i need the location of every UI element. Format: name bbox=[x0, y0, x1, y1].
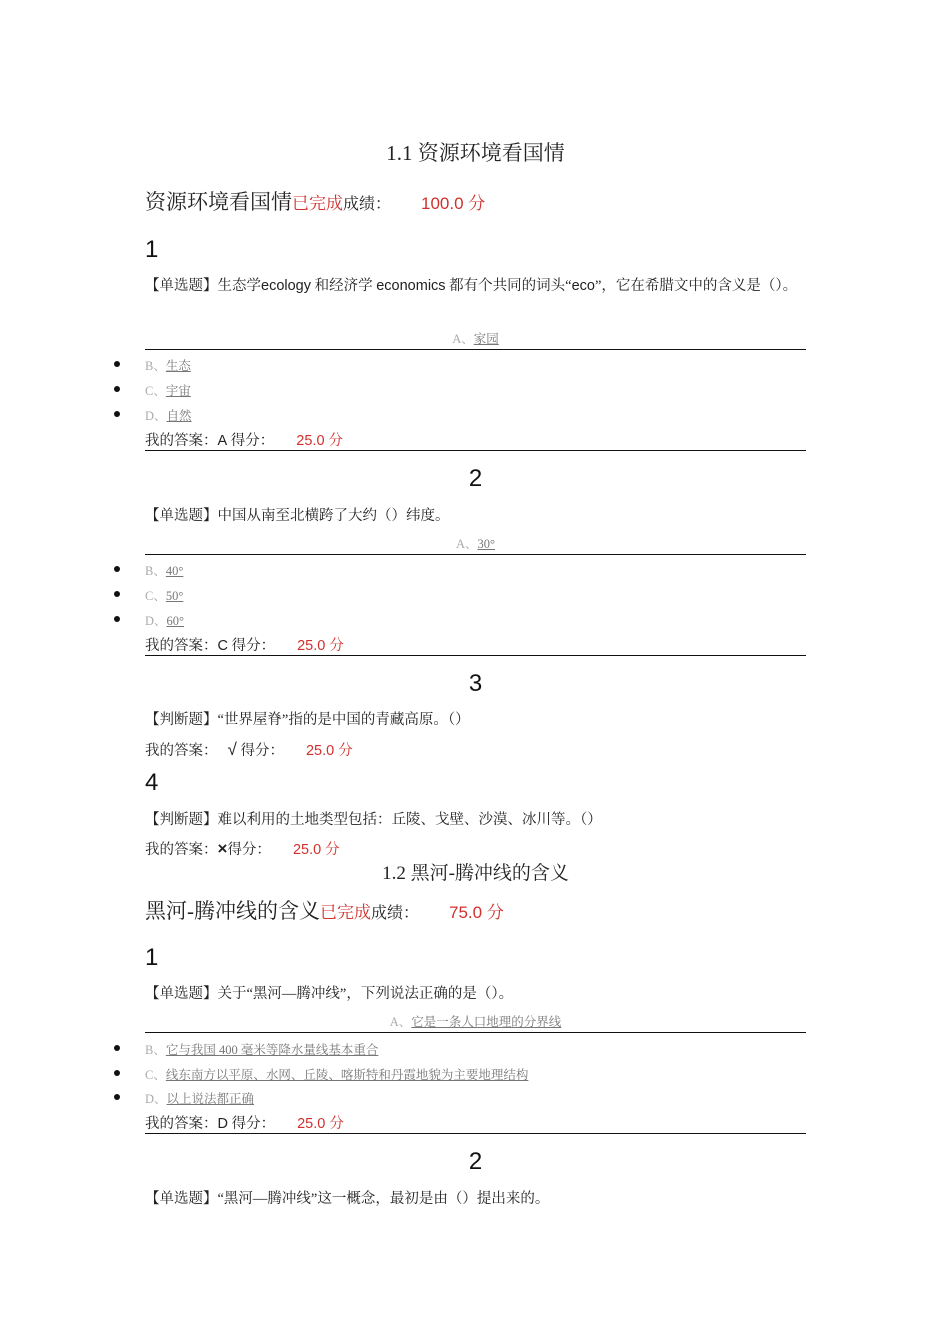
course-header bbox=[145, 186, 485, 216]
question-number: 3 bbox=[468, 670, 483, 697]
answer-row bbox=[145, 634, 344, 655]
question-type: 【单选题】 bbox=[145, 986, 218, 1002]
question-text-part: “黑河—腾冲线”这一概念，最初是由（）提出来的。 bbox=[217, 1191, 550, 1207]
option-letter: A、 bbox=[389, 1015, 412, 1029]
option-b[interactable] bbox=[145, 356, 191, 374]
question-text-part: ”，它在希腊文中的含义是（）。 bbox=[595, 278, 798, 294]
answer-value: √ bbox=[227, 740, 237, 759]
option-a[interactable] bbox=[145, 329, 806, 347]
question-text bbox=[145, 504, 806, 529]
question-number: 1 bbox=[145, 944, 159, 971]
option-text[interactable]: 30° bbox=[477, 537, 496, 551]
divider bbox=[145, 349, 806, 350]
option-letter: B、 bbox=[145, 359, 166, 373]
answer-row bbox=[145, 838, 340, 859]
score-label: 成绩： bbox=[343, 196, 392, 213]
divider bbox=[145, 554, 806, 555]
bullet-icon bbox=[114, 386, 120, 392]
divider bbox=[145, 655, 806, 656]
points-value: 25.0 分 bbox=[297, 638, 344, 654]
question-text-part: eco bbox=[571, 278, 595, 294]
option-a[interactable] bbox=[145, 1012, 806, 1030]
option-text[interactable]: 它与我国 400 毫米等降水量线基本重合 bbox=[165, 1043, 379, 1057]
question-text-part: 和经济学 bbox=[310, 278, 377, 294]
question-text-part: 关于“黑河—腾冲线”，下列说法正确的是（）。 bbox=[217, 986, 514, 1002]
option-b[interactable] bbox=[145, 561, 183, 579]
answer-value: C bbox=[217, 638, 228, 654]
score-label: 成绩： bbox=[371, 905, 420, 922]
course-name: 黑河-腾冲线的含义 bbox=[145, 899, 320, 923]
points-label: 得分： bbox=[231, 1116, 276, 1132]
option-d[interactable] bbox=[145, 406, 192, 424]
option-letter: D、 bbox=[145, 614, 167, 628]
option-d[interactable] bbox=[145, 1089, 254, 1107]
points-label: 得分： bbox=[231, 638, 276, 654]
course-header bbox=[145, 895, 504, 925]
answer-value: A bbox=[217, 433, 228, 449]
status-badge: 已完成 bbox=[320, 903, 371, 922]
bullet-icon bbox=[114, 616, 120, 622]
bullet-icon bbox=[114, 1045, 120, 1051]
question-number: 4 bbox=[145, 769, 159, 796]
option-text[interactable]: 生态 bbox=[165, 359, 191, 373]
answer-label: 我的答案： bbox=[145, 638, 218, 654]
points-value: 25.0 分 bbox=[305, 743, 353, 759]
option-text[interactable]: 宇宙 bbox=[165, 384, 191, 398]
points-label: 得分： bbox=[230, 433, 275, 449]
question-text bbox=[145, 982, 806, 1007]
option-letter: B、 bbox=[145, 564, 166, 578]
option-letter: C、 bbox=[145, 589, 166, 603]
points-label: 得分： bbox=[240, 743, 284, 759]
option-letter: C、 bbox=[145, 1068, 166, 1082]
bullet-icon bbox=[114, 1094, 120, 1100]
status-badge: 已完成 bbox=[292, 194, 343, 213]
question-type: 【单选题】 bbox=[145, 1191, 218, 1207]
option-c[interactable] bbox=[145, 586, 183, 604]
answer-label: 我的答案： bbox=[145, 1116, 218, 1132]
question-number: 2 bbox=[468, 465, 483, 492]
question-text-part: 难以利用的土地类型包括：丘陵、戈壁、沙漠、冰川等。（） bbox=[217, 812, 602, 828]
option-a[interactable] bbox=[145, 534, 806, 552]
answer-label: 我的答案： bbox=[145, 743, 218, 759]
option-letter: C、 bbox=[145, 384, 166, 398]
course-name: 资源环境看国情 bbox=[145, 190, 292, 214]
points-label: 得分： bbox=[227, 842, 271, 858]
question-text-part: 生态学 bbox=[217, 278, 261, 294]
answer-row bbox=[145, 1112, 344, 1133]
question-number: 1 bbox=[145, 236, 159, 263]
answer-row bbox=[145, 429, 343, 450]
points-value: 25.0 分 bbox=[296, 433, 344, 449]
question-text-part: 中国从南至北横跨了大约（）纬度。 bbox=[217, 508, 450, 524]
option-letter: A、 bbox=[452, 332, 474, 346]
option-b[interactable] bbox=[145, 1040, 378, 1058]
option-text[interactable]: 自然 bbox=[166, 409, 192, 423]
option-letter: D、 bbox=[145, 409, 167, 423]
option-letter: B、 bbox=[145, 1043, 166, 1057]
question-text-part: economics bbox=[376, 278, 446, 294]
option-d[interactable] bbox=[145, 611, 184, 629]
divider bbox=[145, 450, 806, 451]
question-type: 【单选题】 bbox=[145, 508, 218, 524]
divider bbox=[145, 1032, 806, 1033]
question-text-part: 都有个共同的词头“ bbox=[445, 278, 572, 294]
option-text[interactable]: 50° bbox=[165, 589, 184, 603]
question-text bbox=[145, 1187, 806, 1212]
question-text bbox=[145, 708, 806, 733]
answer-value: × bbox=[217, 839, 228, 858]
option-text[interactable]: 40° bbox=[165, 564, 184, 578]
question-text bbox=[145, 808, 806, 833]
points-value: 25.0 分 bbox=[297, 1116, 344, 1132]
score-value: 75.0 分 bbox=[449, 903, 504, 922]
option-letter: A、 bbox=[455, 537, 478, 551]
bullet-icon bbox=[114, 361, 120, 367]
divider bbox=[145, 1133, 806, 1134]
option-text[interactable]: 家园 bbox=[473, 332, 499, 346]
answer-row bbox=[145, 739, 353, 760]
option-c[interactable] bbox=[145, 381, 191, 399]
answer-label: 我的答案： bbox=[145, 842, 218, 858]
score-value: 100.0 分 bbox=[421, 194, 486, 213]
answer-label: 我的答案： bbox=[145, 433, 218, 449]
option-text[interactable]: 以上说法都正确 bbox=[166, 1092, 255, 1106]
bullet-icon bbox=[114, 411, 120, 417]
bullet-icon bbox=[114, 1070, 120, 1076]
bullet-icon bbox=[114, 566, 120, 572]
section-title: 1.2 黑河-腾冲线的含义 bbox=[382, 863, 569, 884]
question-type: 【单选题】 bbox=[145, 278, 218, 294]
answer-value: D bbox=[217, 1116, 228, 1132]
option-c[interactable] bbox=[145, 1065, 528, 1083]
points-value: 25.0 分 bbox=[292, 842, 340, 858]
question-type: 【判断题】 bbox=[145, 712, 218, 728]
option-text[interactable]: 60° bbox=[166, 614, 185, 628]
question-text-part: “世界屋脊”指的是中国的青藏高原。（） bbox=[217, 712, 470, 728]
question-number: 2 bbox=[468, 1148, 483, 1175]
bullet-icon bbox=[114, 591, 120, 597]
option-text[interactable]: 它是一条人口地理的分界线 bbox=[411, 1015, 562, 1029]
option-text[interactable]: 线东南方以平原、水网、丘陵、喀斯特和丹霞地貌为主要地理结构 bbox=[165, 1068, 529, 1082]
section-title: 1.1 资源环境看国情 bbox=[386, 141, 565, 165]
question-text bbox=[145, 274, 806, 299]
option-letter: D、 bbox=[145, 1092, 167, 1106]
question-text-part: ecology bbox=[261, 278, 311, 294]
question-type: 【判断题】 bbox=[145, 812, 218, 828]
